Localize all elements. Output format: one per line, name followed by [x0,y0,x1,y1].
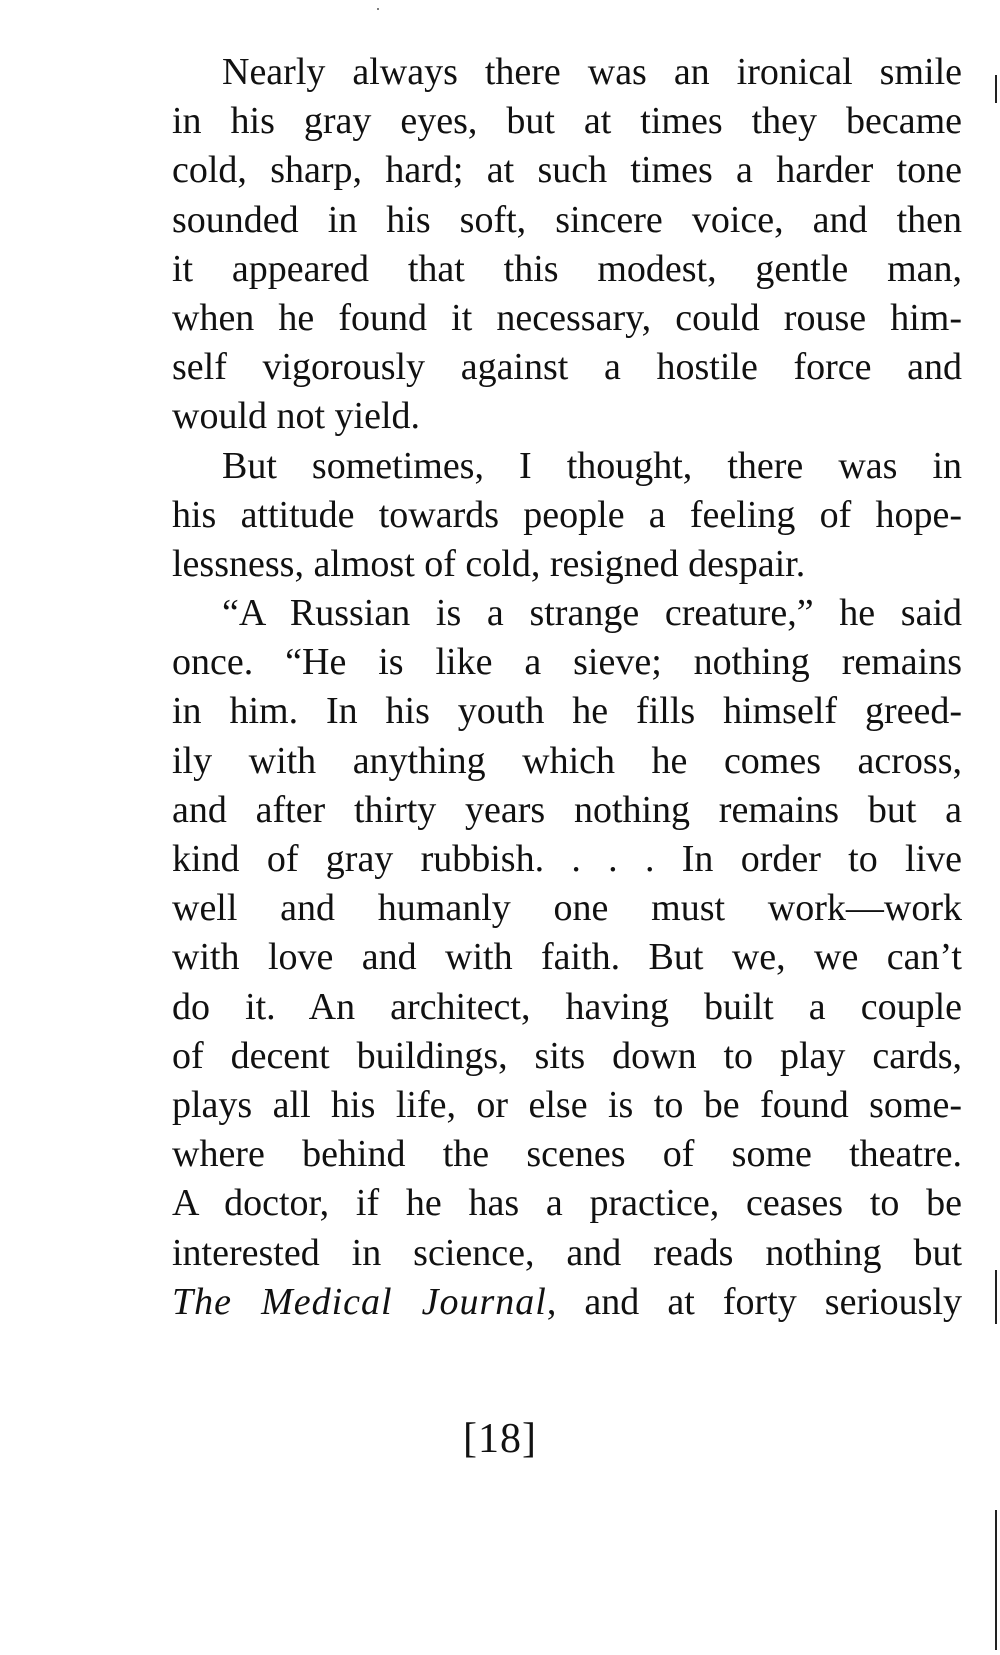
text-line-rest: , and at forty seriously [546,1280,962,1323]
text-line: interested in science, and reads nothing but [172,1231,962,1274]
text-line: plays all his life, or else is to be found some- [172,1083,962,1126]
text-line: But sometimes, I thought, there was in [222,444,962,487]
text-line: Nearly always there was an ironical smile [222,51,962,93]
text-line: lessness, almost of cold, resigned despair. [172,542,806,585]
text-line: when he found it necessary, could rouse him- [172,296,962,339]
text-line: with love and with faith. But we, we can’t [172,936,962,979]
text-line: would not yield. [172,395,421,438]
journal-title: The Medical Journal [172,1280,547,1323]
text-line: cold, sharp, hard; at such times a harder tone [172,149,962,192]
text-line: sounded in his soft, sincere voice, and then [172,198,962,241]
text-line: ily with anything which he comes across, [172,739,962,782]
scan-edge-mark [995,1510,997,1650]
text-line: his attitude towards people a feeling of hope- [172,493,962,536]
text-line: “A Russian is a strange creature,” he said [222,592,962,635]
page-number: [18] [463,1416,537,1462]
scan-edge-mark [995,1270,997,1324]
text-line: of decent buildings, sits down to play cards, [172,1034,962,1077]
text-line-final [172,1278,962,1327]
text-line: it appeared that this modest, gentle man, [172,247,962,290]
body-text [172,48,962,1327]
scan-edge-mark [995,75,997,103]
text-line: in his gray eyes, but at times they became [172,100,962,143]
text-line: in him. In his youth he fills himself greed- [172,690,962,733]
text-line: where behind the scenes of some theatre. [172,1133,962,1176]
text-line: well and humanly one must work—work [172,887,962,930]
text-line: do it. An architect, having built a couple [172,985,962,1028]
text-line: kind of gray rubbish. . . . In order to live [172,838,962,880]
text-line: self vigorously against a hostile force and [172,346,962,389]
text-line: A doctor, if he has a practice, ceases to be [172,1182,962,1225]
text-line: and after thirty years nothing remains but a [172,788,962,831]
scan-speck [377,8,379,10]
text-line: once. “He is like a sieve; nothing remains [172,641,962,684]
